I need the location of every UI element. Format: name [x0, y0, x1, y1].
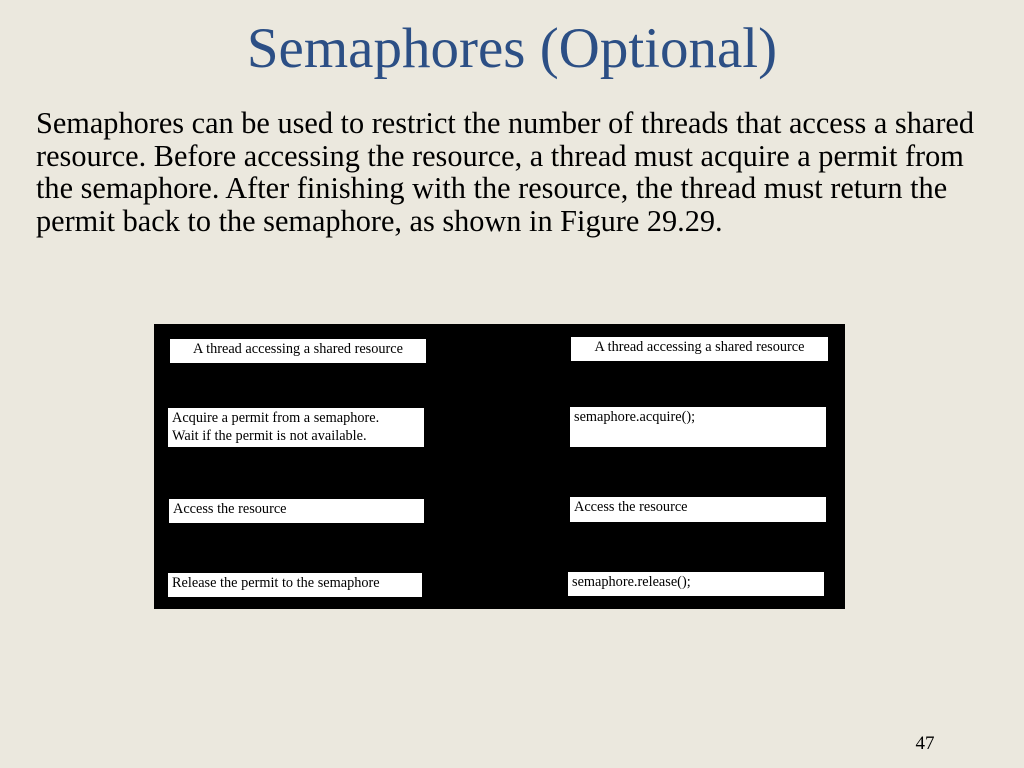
right-acquire-text: semaphore.acquire(); — [574, 409, 696, 425]
left-access-box — [169, 499, 424, 523]
slide-title: Semaphores (Optional) — [246, 17, 778, 80]
right-access-box — [570, 497, 826, 522]
left-release-box — [168, 573, 422, 597]
right-acquire-box — [570, 407, 826, 447]
left-acquire-line2: Wait if the permit is not available. — [172, 428, 367, 444]
left-header-text: A thread accessing a shared resource — [193, 341, 403, 357]
right-header-box — [571, 337, 828, 361]
right-release-box — [568, 572, 824, 596]
left-acquire-box — [168, 408, 424, 447]
left-header-connector — [297, 363, 298, 366]
semaphore-flow-figure — [154, 324, 845, 609]
left-release-text: Release the permit to the semaphore — [172, 575, 380, 591]
slide-body-text: Semaphores can be used to restrict the number of threads that access a shared resource. Before accessing the resource, a thread must acquire a permit from the semaphore. After finishing with the resource, the thread must return the permit back to the semaphore, as shown in Figure 29.29. — [36, 106, 975, 238]
right-header-connector — [698, 361, 699, 364]
right-header-text: A thread accessing a shared resource — [594, 339, 805, 355]
left-header-box — [170, 339, 426, 363]
right-release-text: semaphore.release(); — [572, 574, 691, 590]
left-access-text: Access the resource — [173, 501, 287, 517]
right-access-text: Access the resource — [574, 499, 688, 515]
page-number: 47 — [915, 733, 935, 754]
left-acquire-line1: Acquire a permit from a semaphore. — [172, 410, 380, 426]
